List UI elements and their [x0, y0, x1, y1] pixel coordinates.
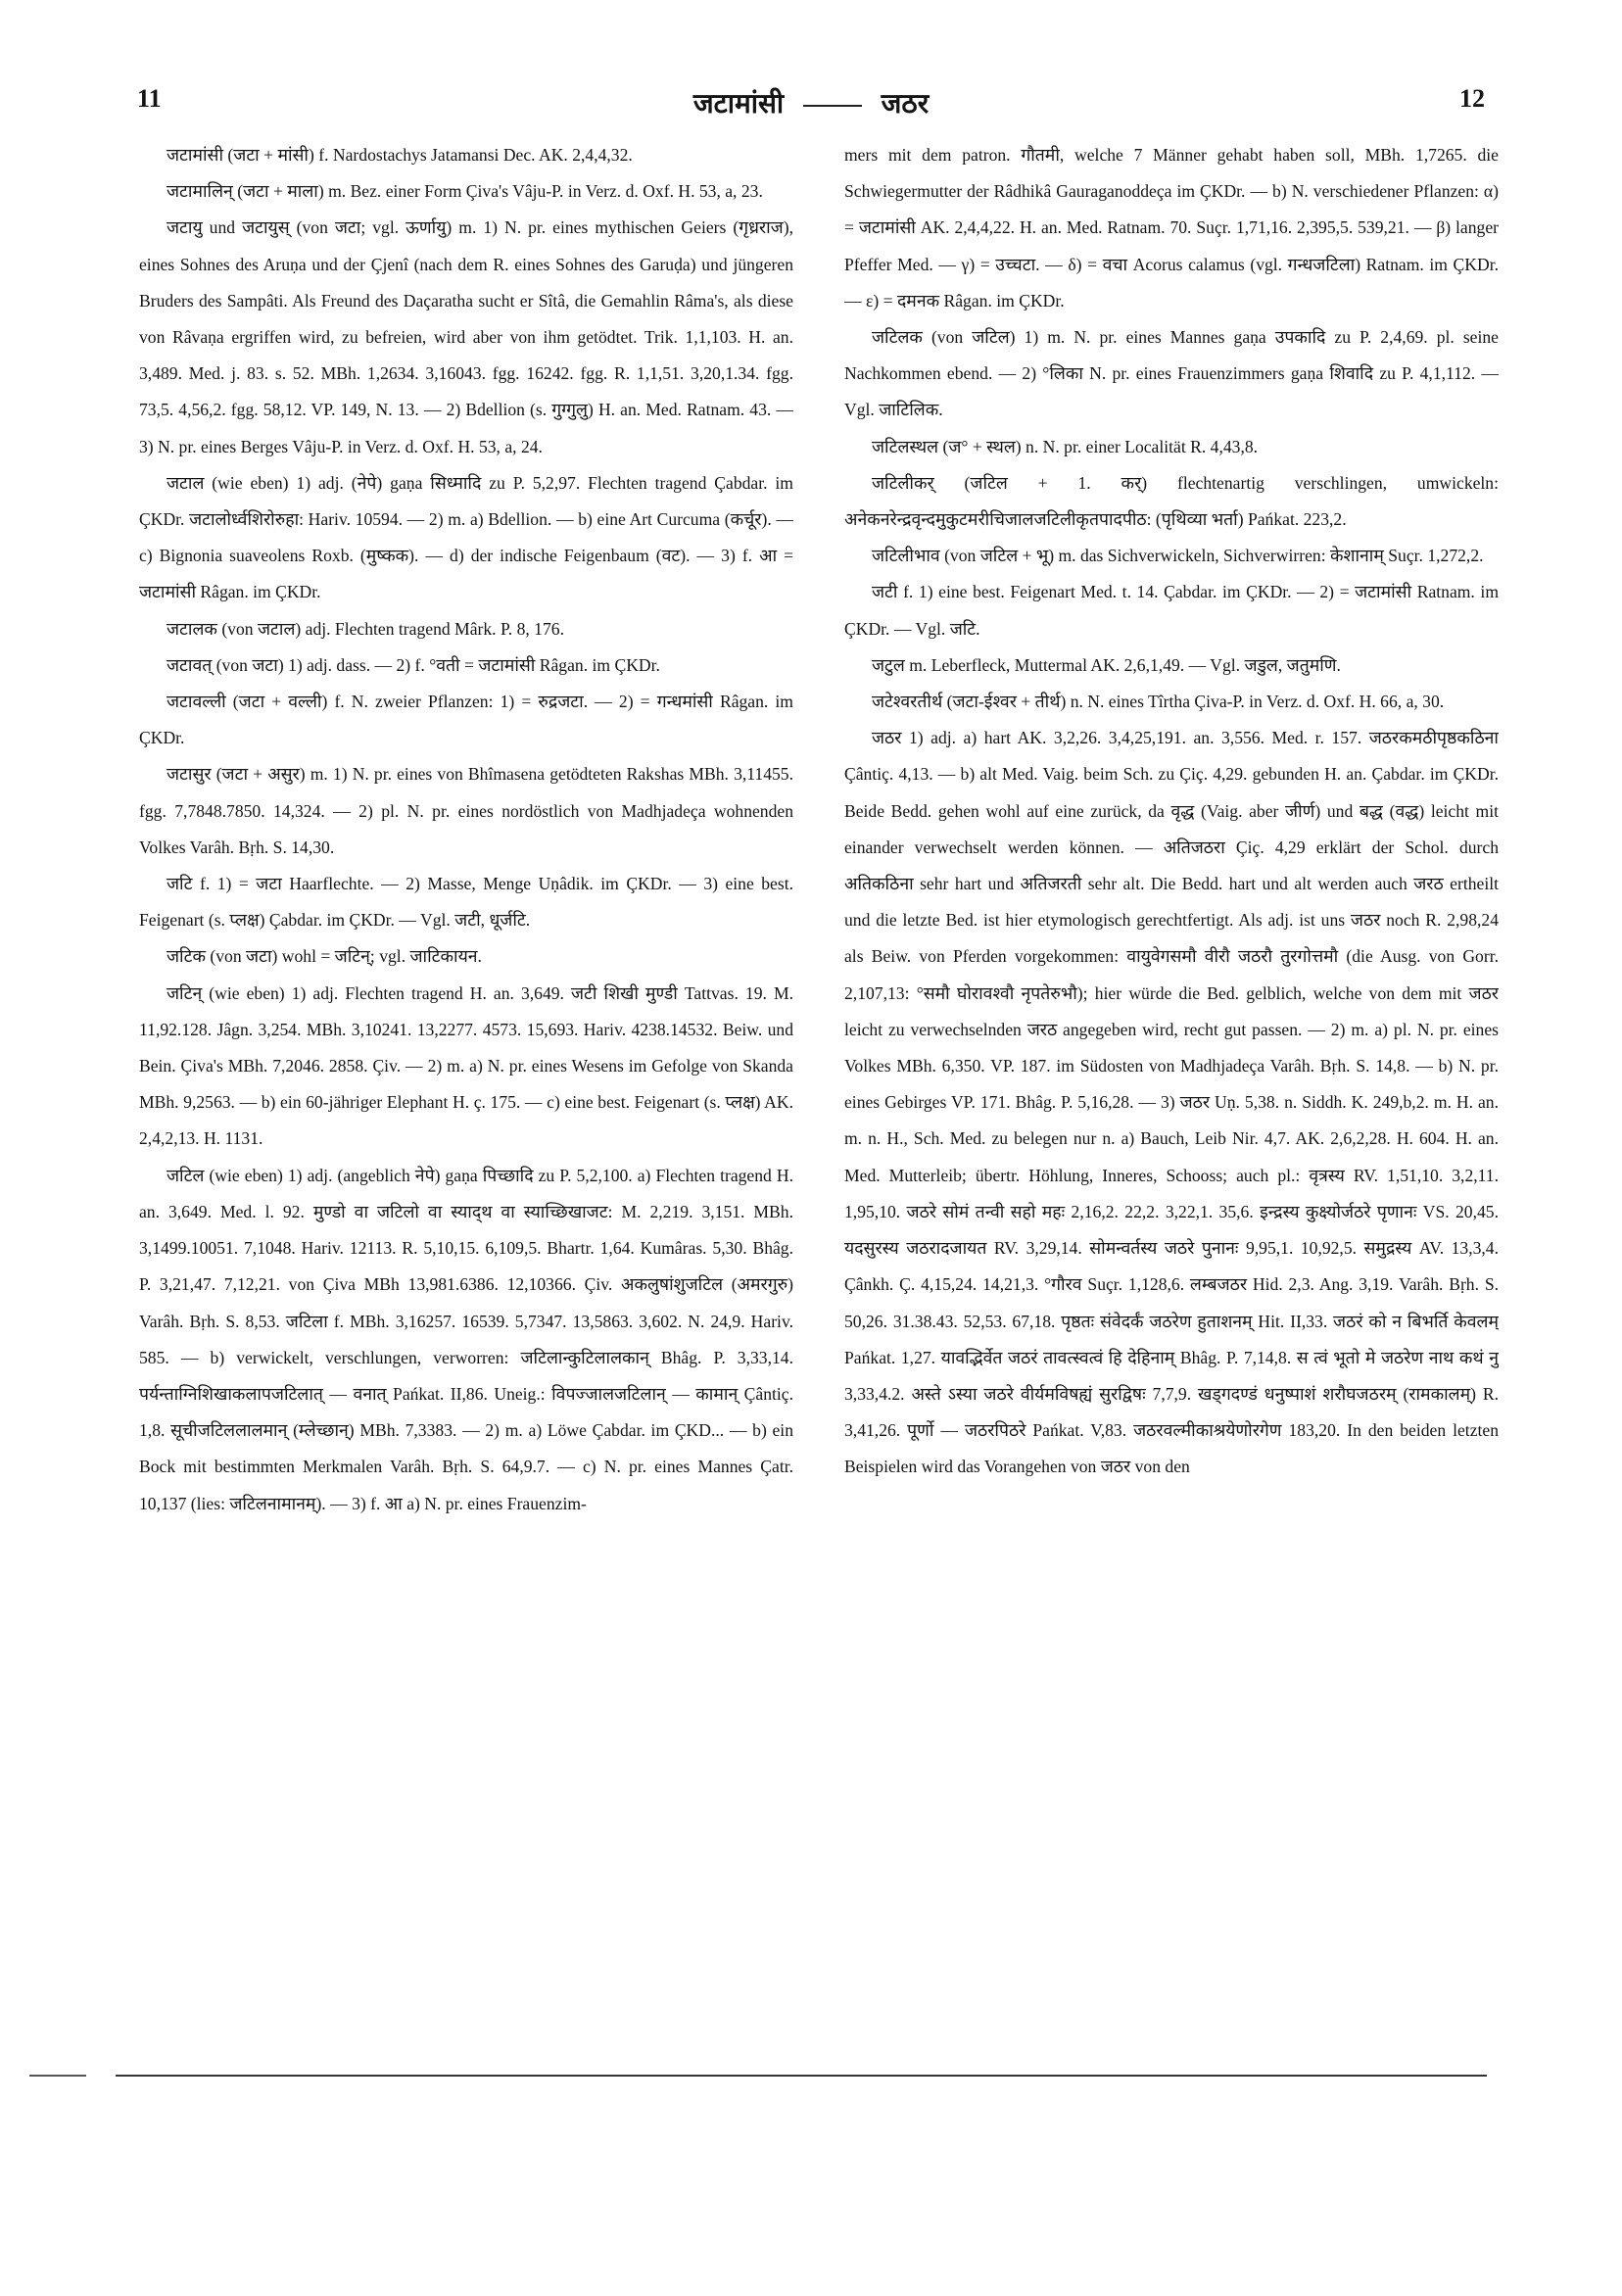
dictionary-entry: जटि f. 1) = जटा Haarflechte. — 2) Masse, Menge Uṇâdik. im ÇKDr. — 3) eine best. Feigenart (s. प्लक्ष) Çabdar. im ÇKDr. — Vgl. जटी, धूर्जटि.	[139, 874, 793, 931]
dictionary-entry: जटावत् (von जटा) 1) adj. dass. — 2) f. °वती = जटामांसी Râgan. im ÇKDr.	[167, 654, 660, 675]
dictionary-entry: जटुल m. Leberfleck, Muttermal AK. 2,6,1,49. — Vgl. जडुल, जतुमणि.	[872, 654, 1341, 675]
dictionary-entry: जटायु und जटायुस् (von जटा; vgl. ऊर्णायु) m. 1) N. pr. eines mythischen Geiers (गृध्रराज), eines Sohnes des Aruṇa und der Çjenî (nach dem R. eines Sohnes des Garuḍa) und jüngeren Bruders des Sampâti. Als Freund des Daçaratha sucht er Sîtâ, die Gemahlin Râma's, als diese von Râvaṇa ergriffen wird, zu befreien, wird aber von ihm getödtet. Trik. 1,1,103. H. an. 3,489. Med. j. 83. s. 52. MBh. 1,2634. 3,16043. fgg. 16242. fgg. R. 1,1,51. 3,20,1.34. fgg. 73,5. 4,56,2. fgg. 58,12. VP. 149, N. 13. — 2) Bdellion (s. गुग्गुलु) H. an. Med. Ratnam. 43. — 3) N. pr. eines Berges Vâju-P. in Verz. d. Oxf. H. 53, a, 24.	[139, 217, 793, 456]
dictionary-entry: mers mit dem patron. गौतमी, welche 7 Männer gehabt haben soll, MBh. 1,7265. die Schwiegermutter der Râdhikâ Gauraganoddeça im ÇKDr. — b) N. verschiedener Pflanzen: α) = जटामांसी AK. 2,4,4,22. H. an. Med. Ratnam. 70. Suçr. 1,71,16. 2,395,5. 539,21. — β) langer Pfeffer Med. — γ) = उच्चटा. — δ) = वचा Acorus calamus (vgl. गन्धजटिला) Ratnam. im ÇKDr. — ε) = दमनक Râgan. im ÇKDr.	[844, 145, 1499, 311]
running-head-from: जटामांसी	[692, 87, 785, 120]
dictionary-entry: जटिन् (wie eben) 1) adj. Flechten tragend H. an. 3,649. जटी शिखी मुण्डी Tattvas. 19. M. 11,92.128. Jâgn. 3,254. MBh. 3,10241. 13,2277. 4573. 15,693. Hariv. 4238.14532. Beiw. und Bein. Çiva's MBh. 7,2046. 2858. Çiv. — 2) m. a) N. pr. eines Wesens im Gefolge von Skanda MBh. 9,2563. — b) ein 60-jähriger Elephant H. ç. 175. — c) eine best. Feigenart (s. प्लक्ष) AK. 2,4,2,13. H. 1131.	[139, 982, 793, 1149]
dictionary-entry: जटिलक (von जटिल) 1) m. N. pr. eines Mannes gaṇa उपकादि zu P. 2,4,69. pl. seine Nachkommen ebend. — 2) °लिका N. pr. eines Frauenzimmers gaṇa शिवादि zu P. 4,1,112. — Vgl. जाटिलिक.	[844, 327, 1499, 420]
running-head-dash	[803, 105, 862, 107]
dictionary-entry: जटासुर (जटा + असुर) m. 1) N. pr. eines von Bhîmasena getödteten Rakshas MBh. 3,11455. fgg. 7,7848.7850. 14,324. — 2) pl. N. pr. eines nordöstlich von Madhjadeça wohnenden Volkes Varâh. Bṛh. S. 14,30.	[139, 764, 793, 857]
dictionary-entry: जटिलीकर् (जटिल + 1. कर्) flechtenartig verschlingen, umwickeln: अनेकनरेन्द्रवृन्दमुकुटमरीचिजालजटिलीकृतपादपीठ: (पृथिव्या भर्ता) Pańkat. 223,2.	[844, 472, 1499, 530]
dictionary-entry: जठर 1) adj. a) hart AK. 3,2,26. 3,4,25,191. an. 3,556. Med. r. 157. जठरकमठीपृष्ठकठिना Çântiç. 4,13. — b) alt Med. Vaig. beim Sch. zu Çiç. 4,29. gebunden H. an. Çabdar. im ÇKDr. Beide Bedd. gehen wohl auf eine zurück, da वृद्ध (Vaig. aber जीर्ण) und बद्ध (वद्ध) leicht mit einander verwechselt werden können. — अतिजठरा Çiç. 4,29 erklärt der Schol. durch अतिकठिना sehr hart und अतिजरती sehr alt. Die Bedd. hart und alt werden auch जरठ ertheilt und die letzte Bed. ist hier etymologisch gerechtfertigt. Als adj. ist uns जठर noch R. 2,98,24 als Beiw. von Pferden vorgekommen: वायुवेगसमौ वीरौ जठरौ तुरगोत्तमौ (die Ausg. von Gorr. 2,107,13: °समौ घोरावश्वौ नृपतेरुभौ); hier würde die Bed. gelblich, welche von dem mit जठर leicht zu verwechselnden जरठ angegeben wird, recht gut passen. — 2) m. a) pl. N. pr. eines Volkes MBh. 6,350. VP. 187. im Südosten von Madhjadeça Varâh. Bṛh. S. 14,8. — b) N. pr. eines Gebirges VP. 171. Bhâg. P. 5,16,28. — 3) जठर Uṇ. 5,38. n. Siddh. K. 249,b,2. m. H. an. m. n. H., Sch. Med. zu belegen nur n. a) Bauch, Leib Nir. 4,7. AK. 2,6,2,28. H. 604. H. an. Med. Mutterleib; übertr. Höhlung, Inneres, Schooss; auch pl.: वृत्रस्य RV. 1,51,10. 3,2,11. 1,95,10. जठरे सोमं तन्वी सहो महः 2,16,2. 22,2. 3,22,1. 35,6. इन्द्रस्य कुक्ष्योर्जठरे पृणानः VS. 20,45. यदसुरस्य जठरादजायत RV. 3,29,14. सोमन्वर्तस्य जठरे पुनानः 9,95,1. 10,92,5. समुद्रस्य AV. 13,3,4. Çânkh. Ç. 4,15,24. 14,21,3. °गौरव Suçr. 1,128,6. लम्बजठर Hid. 2,3. Ang. 3,19. Varâh. Bṛh. S. 50,26. 31.38.43. 52,53. 67,18. पृष्ठतः संवेदर्कं जठरेण हुताशनम् Hit. II,33. जठरं को न बिभर्ति केवलम् Pańkat. 1,27. यावद्भिर्वेत जठरं तावत्स्वत्वं हि देहिनाम् Bhâg. P. 7,14,8. स त्वं भूतो मे जठरेण नाथ कथं नु 3,33,4.2. अस्ते ऽस्या जठरे वीर्यमविषह्यं सुरद्विषः 7,7,9. खड्गदण्डं धनुष्पाशं शरौघजठरम् (रामकालम्) R. 3,41,26. पूर्णो — जठरपिठरे Pańkat. V,83. जठरवल्मीकाश्रयेणोरगेण 183,20. In den beiden letzten Beispielen wird das Vorangehen von जठर von den	[844, 728, 1499, 1477]
right-column	[844, 137, 1499, 1998]
running-head-to: जठर	[881, 87, 930, 120]
dictionary-entry: जटाल (wie eben) 1) adj. (नेपे) gaṇa सिध्मादि zu P. 5,2,97. Flechten tragend Çabdar. im ÇKDr. जटालोर्ध्वशिरोरुहा: Hariv. 10594. — 2) m. a) Bdellion. — b) eine Art Curcuma (कर्चूर). — c) Bignonia suaveolens Roxb. (मुष्कक). — d) der indische Feigenbaum (वट). — 3) f. आ = जटामांसी Râgan. im ÇKDr.	[139, 472, 793, 602]
dictionary-entry: जटेश्वरतीर्थ (जटा-ईश्वर + तीर्थ) n. N. eines Tîrtha Çiva-P. in Verz. d. Oxf. H. 66, a, 30.	[872, 692, 1445, 712]
dictionary-entry: जटावल्ली (जटा + वल्ली) f. N. zweier Pflanzen: 1) = रुद्रजटा. — 2) = गन्धमांसी Râgan. im ÇKDr.	[139, 692, 793, 748]
dictionary-entry: जटिक (von जटा) wohl = जटिन्; vgl. जाटिकायन.	[167, 946, 482, 967]
page-number-right: 12	[1459, 84, 1485, 113]
running-head	[137, 84, 1485, 121]
page-number-left: 11	[137, 84, 162, 113]
dictionary-entry: जटामांसी (जटा + मांसी) f. Nardostachys Jatamansi Dec. AK. 2,4,4,32.	[167, 145, 633, 165]
dictionary-entry: जटामालिन् (जटा + माला) m. Bez. einer Form Çiva's Vâju-P. in Verz. d. Oxf. H. 53, a, 23.	[167, 181, 763, 202]
dictionary-entry: जटिल (wie eben) 1) adj. (angeblich नेपे) gaṇa पिच्छादि zu P. 5,2,100. a) Flechten tragend H. an. 3,649. Med. l. 92. मुण्डो वा जटिलो वा स्याद्थ वा स्याच्छिखाजट: M. 2,219. 3,151. MBh. 3,1499.10051. 7,1048. Hariv. 12113. R. 5,10,15. 6,109,5. Bhartr. 1,64. Kumâras. 5,30. Bhâg. P. 3,21,47. 7,12,21. von Çiva MBh 13,981.6386. 12,10366. Çiv. अकलुषांशुजटिल (अमरगुरु) Varâh. Bṛh. S. 8,53. जटिला f. MBh. 3,16257. 16539. 5,7347. 13,5863. 3,602. N. 24,9. Hariv. 585. — b) verwickelt, verschlungen, verworren: जटिलान्कुटिलालकान् Bhâg. P. 3,33,14. पर्यन्ताग्निशिखाकलापजटिलात् — वनात् Pańkat. II,86. Uneig.: विपज्जालजटिलान् — कामान् Çântiç. 1,8. सूचीजटिललालमान् (म्लेच्छान्) MBh. 7,3383. — 2) m. a) Löwe Çabdar. im ÇKD... — b) ein Bock mit bestimmten Merkmalen Varâh. Bṛh. S. 64,9.7. — c) N. pr. eines Mannes Çatr. 10,137 (lies: जटिलनामानम्). — 3) f. आ a) N. pr. eines Frauenzim-	[139, 1165, 793, 1513]
footer-rule	[116, 2075, 1487, 2077]
dictionary-entry: जटालक (von जटाल) adj. Flechten tragend Mârk. P. 8, 176.	[167, 618, 564, 639]
page-header	[137, 84, 1485, 127]
dictionary-entry: जटी f. 1) eine best. Feigenart Med. t. 14. Çabdar. im ÇKDr. — 2) = जटामांसी Ratnam. im ÇKDr. — Vgl. जटि.	[844, 582, 1499, 639]
dictionary-entry: जटिलस्थल (ज° + स्थल) n. N. pr. einer Localität R. 4,43,8.	[872, 436, 1259, 456]
left-column	[139, 137, 793, 1998]
dictionary-entry: जटिलीभाव (von जटिल + भू) m. das Sichverwickeln, Sichverwirren: केशानाम् Suçr. 1,272,2.	[872, 546, 1484, 566]
margin-mark	[29, 2075, 86, 2077]
